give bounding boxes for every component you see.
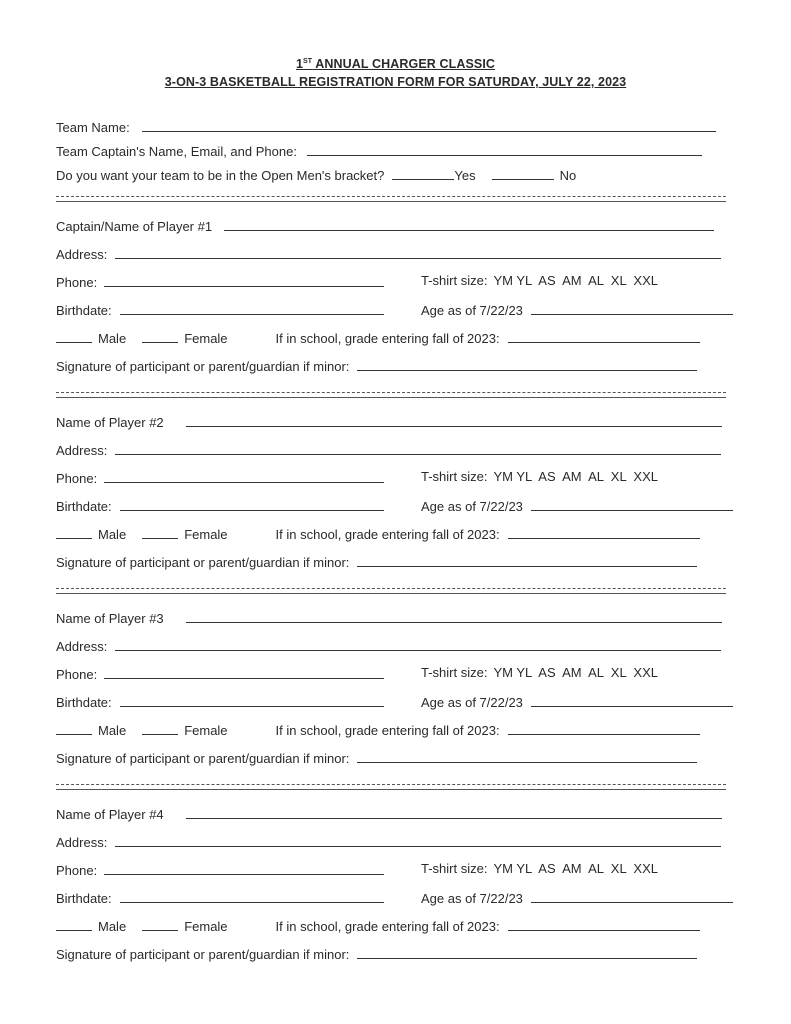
player-name-field[interactable] bbox=[186, 412, 722, 427]
player-name-row bbox=[56, 804, 722, 822]
age-label: Age as of 7/22/23 bbox=[421, 499, 523, 514]
bracket-yes-field[interactable] bbox=[392, 165, 454, 180]
signature-label: Signature of participant or parent/guardian if minor: bbox=[56, 555, 350, 570]
age-label: Age as of 7/22/23 bbox=[421, 695, 523, 710]
birthdate-field[interactable] bbox=[120, 692, 384, 707]
age-row bbox=[421, 300, 733, 318]
title-number: 1 bbox=[295, 57, 304, 71]
phone-row bbox=[56, 468, 384, 486]
bracket-no-label: No bbox=[559, 168, 577, 183]
birthdate-label: Birthdate: bbox=[56, 891, 112, 906]
signature-field[interactable] bbox=[357, 552, 697, 567]
signature-row bbox=[56, 552, 697, 570]
bracket-row bbox=[56, 165, 576, 183]
birthdate-row bbox=[56, 300, 384, 318]
signature-row bbox=[56, 356, 697, 374]
female-label: Female bbox=[184, 919, 228, 934]
title-suffix: ST bbox=[303, 58, 313, 65]
female-field[interactable] bbox=[142, 916, 178, 931]
captain-info-field[interactable] bbox=[307, 141, 702, 156]
signature-row bbox=[56, 944, 697, 962]
male-field[interactable] bbox=[56, 524, 92, 539]
grade-label: If in school, grade entering fall of 2023: bbox=[275, 723, 500, 738]
form-subtitle: 3-ON-3 BASKETBALL REGISTRATION FORM FOR SATURDAY, JULY 22, 2023 bbox=[164, 75, 627, 89]
player-name-field[interactable] bbox=[186, 608, 722, 623]
address-label: Address: bbox=[56, 247, 108, 262]
phone-field[interactable] bbox=[104, 860, 384, 875]
player-heading: Name of Player #3 bbox=[56, 611, 164, 626]
birthdate-row bbox=[56, 888, 384, 906]
birthdate-label: Birthdate: bbox=[56, 695, 112, 710]
address-row bbox=[56, 244, 721, 262]
birthdate-row bbox=[56, 496, 384, 514]
team-name-label: Team Name: bbox=[56, 120, 130, 135]
address-field[interactable] bbox=[115, 244, 721, 259]
signature-label: Signature of participant or parent/guardian if minor: bbox=[56, 751, 350, 766]
player-heading: Captain/Name of Player #1 bbox=[56, 219, 213, 234]
birthdate-field[interactable] bbox=[120, 888, 384, 903]
age-field[interactable] bbox=[531, 496, 733, 511]
bracket-question: Do you want your team to be in the Open Men's bracket? bbox=[56, 168, 385, 183]
age-row bbox=[421, 496, 733, 514]
title-rest: ANNUAL CHARGER CLASSIC bbox=[312, 57, 496, 71]
team-name-row bbox=[56, 117, 716, 135]
captain-label: Team Captain's Name, Email, and Phone: bbox=[56, 144, 297, 159]
signature-field[interactable] bbox=[357, 748, 697, 763]
tshirt-sizes[interactable]: YM YL AS AM AL XL XXL bbox=[493, 469, 658, 484]
grade-label: If in school, grade entering fall of 2023: bbox=[275, 919, 500, 934]
birthdate-row bbox=[56, 692, 384, 710]
age-row bbox=[421, 692, 733, 710]
player-name-row bbox=[56, 216, 714, 234]
team-name-field[interactable] bbox=[142, 117, 716, 132]
phone-row bbox=[56, 272, 384, 290]
male-label: Male bbox=[98, 919, 127, 934]
age-row bbox=[421, 888, 733, 906]
player-name-row bbox=[56, 412, 722, 430]
section-divider bbox=[56, 784, 726, 790]
address-field[interactable] bbox=[115, 636, 721, 651]
tshirt-row bbox=[421, 272, 658, 290]
phone-label: Phone: bbox=[56, 275, 98, 290]
birthdate-label: Birthdate: bbox=[56, 499, 112, 514]
male-label: Male bbox=[98, 723, 127, 738]
phone-row bbox=[56, 860, 384, 878]
player-heading: Name of Player #2 bbox=[56, 415, 164, 430]
female-field[interactable] bbox=[142, 328, 178, 343]
player-name-field[interactable] bbox=[186, 804, 722, 819]
signature-field[interactable] bbox=[357, 356, 697, 371]
female-label: Female bbox=[184, 331, 228, 346]
phone-row bbox=[56, 664, 384, 682]
grade-label: If in school, grade entering fall of 2023: bbox=[275, 527, 500, 542]
male-field[interactable] bbox=[56, 916, 92, 931]
address-label: Address: bbox=[56, 443, 108, 458]
address-field[interactable] bbox=[115, 832, 721, 847]
address-label: Address: bbox=[56, 639, 108, 654]
address-label: Address: bbox=[56, 835, 108, 850]
female-field[interactable] bbox=[142, 524, 178, 539]
male-label: Male bbox=[98, 527, 127, 542]
tshirt-row bbox=[421, 468, 658, 486]
birthdate-field[interactable] bbox=[120, 496, 384, 511]
tshirt-label: T-shirt size: bbox=[421, 469, 488, 484]
address-field[interactable] bbox=[115, 440, 721, 455]
male-label: Male bbox=[98, 331, 127, 346]
grade-field[interactable] bbox=[508, 524, 700, 539]
phone-field[interactable] bbox=[104, 272, 384, 287]
age-field[interactable] bbox=[531, 888, 733, 903]
male-field[interactable] bbox=[56, 720, 92, 735]
address-row bbox=[56, 832, 721, 850]
gender-grade-row bbox=[56, 916, 700, 934]
female-label: Female bbox=[184, 723, 228, 738]
age-label: Age as of 7/22/23 bbox=[421, 303, 523, 318]
grade-field[interactable] bbox=[508, 916, 700, 931]
phone-label: Phone: bbox=[56, 471, 98, 486]
grade-field[interactable] bbox=[508, 328, 700, 343]
signature-label: Signature of participant or parent/guardian if minor: bbox=[56, 947, 350, 962]
phone-label: Phone: bbox=[56, 863, 98, 878]
player-heading: Name of Player #4 bbox=[56, 807, 164, 822]
tshirt-row bbox=[421, 860, 658, 878]
phone-field[interactable] bbox=[104, 664, 384, 679]
bracket-no-field[interactable] bbox=[492, 165, 554, 180]
tshirt-label: T-shirt size: bbox=[421, 861, 488, 876]
signature-field[interactable] bbox=[357, 944, 697, 959]
gender-grade-row bbox=[56, 328, 700, 346]
grade-label: If in school, grade entering fall of 2023: bbox=[275, 331, 500, 346]
bracket-yes-label: Yes bbox=[454, 168, 476, 183]
player-name-field[interactable] bbox=[224, 216, 714, 231]
male-field[interactable] bbox=[56, 328, 92, 343]
address-row bbox=[56, 636, 721, 654]
grade-field[interactable] bbox=[508, 720, 700, 735]
phone-field[interactable] bbox=[104, 468, 384, 483]
gender-grade-row bbox=[56, 524, 700, 542]
signature-row bbox=[56, 748, 697, 766]
gender-grade-row bbox=[56, 720, 700, 738]
tshirt-row bbox=[421, 664, 658, 682]
birthdate-field[interactable] bbox=[120, 300, 384, 315]
age-label: Age as of 7/22/23 bbox=[421, 891, 523, 906]
tshirt-sizes[interactable]: YM YL AS AM AL XL XXL bbox=[493, 665, 658, 680]
age-field[interactable] bbox=[531, 300, 733, 315]
section-divider bbox=[56, 588, 726, 594]
tshirt-label: T-shirt size: bbox=[421, 665, 488, 680]
form-title bbox=[0, 57, 791, 71]
tshirt-label: T-shirt size: bbox=[421, 273, 488, 288]
phone-label: Phone: bbox=[56, 667, 98, 682]
address-row bbox=[56, 440, 721, 458]
female-label: Female bbox=[184, 527, 228, 542]
birthdate-label: Birthdate: bbox=[56, 303, 112, 318]
section-divider bbox=[56, 196, 726, 202]
tshirt-sizes[interactable]: YM YL AS AM AL XL XXL bbox=[493, 273, 658, 288]
age-field[interactable] bbox=[531, 692, 733, 707]
captain-row bbox=[56, 141, 702, 159]
player-name-row bbox=[56, 608, 722, 626]
female-field[interactable] bbox=[142, 720, 178, 735]
tshirt-sizes[interactable]: YM YL AS AM AL XL XXL bbox=[493, 861, 658, 876]
section-divider bbox=[56, 392, 726, 398]
signature-label: Signature of participant or parent/guardian if minor: bbox=[56, 359, 350, 374]
